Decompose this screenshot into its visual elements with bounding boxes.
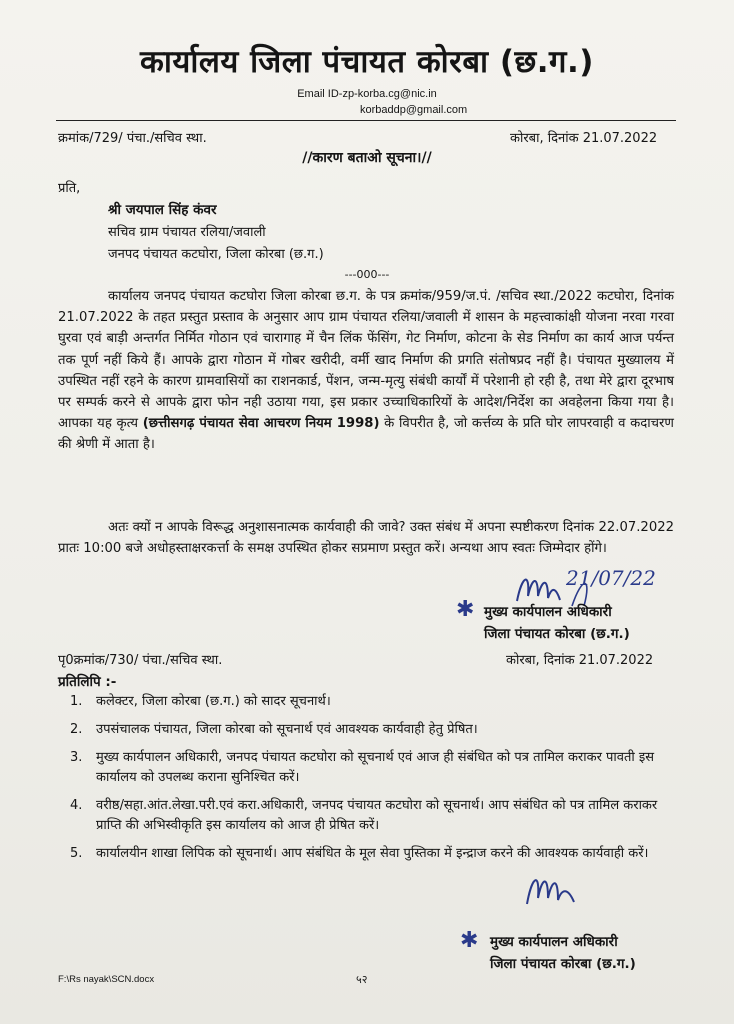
signatory-office: जिला पंचायत कोरबा (छ.ग.) xyxy=(484,626,630,642)
to-label: प्रति, xyxy=(58,181,81,196)
list-item: 3. मुख्य कार्यपालन अधिकारी, जनपद पंचायत कटघोरा को सूचनार्थ एवं आज ही संबंधित को पत्र तामिल कराकर पावती इस कार्यालय को उपलब्ध कराना सुनिश्चित करें। xyxy=(70,750,655,785)
body-text: कार्यालय जनपद पंचायत कटघोरा जिला कोरबा छ.ग. के पत्र क्रमांक/959/ज.पं. /सचिव स्था./2022 कटघोरा, दिनांक 21.07.2022 के तहत प्रस्तुत प्रस्ताव के अनुसार आप ग्राम पंचायत रलिया/जवाली में शासन के महत्त्वाकांक्षी योजना नरवा गरवा घुरवा एवं बाड़ी अन्तर्गत निर्मित गोठान एवं चारागाह में चैन लिंक फेंसिंग, गेट निर्माण, कोटना के सेड निर्माण का कार्य आज पर्यन्त तक पूर्ण नहीं किये हैं। आपके द्वारा गोठान में गोबर खरीदी, वर्मी खाद निर्माण की प्रगति संतोषप्रद नहीं है। पंचायत मुख्यालय में उपस्थित नहीं रहने के कारण ग्रामवासियों का राशनकार्ड, पेंशन, जन्म-मृत्यु संबंधी कार्यों में परेशानी हो रही है, तथा मेरे द्वारा दूरभाष पर सम्पर्क करने से आपके द्वारा फोन नही उठाया गया, इस प्रकार उच्चाधिकारियों के आदेश/निर्देश का अवहेलना किया गया है। आपका यह कृत्य xyxy=(58,289,674,432)
list-item: 1. कलेक्टर, जिला कोरबा (छ.ग.) को सादर सूचनार्थ। xyxy=(70,694,331,709)
letter-date: कोरबा, दिनांक 21.07.2022 xyxy=(510,131,658,146)
copy-to-label: प्रतिलिपि :- xyxy=(58,674,117,690)
handwritten-date: 21/07/22 xyxy=(566,566,656,590)
body-text-end: के विपरीत है, जो कर्त्तव्य के प्रति घोर लापरवाही व कदाचरण की श्रेणी में आता है। xyxy=(58,416,674,453)
list-item: 5. कार्यालयीन शाखा लिपिक को सूचनार्थ। आप संबंधित के मूल सेवा पुस्तिका में इन्द्राज करने की आवश्यक कार्यवाही करें। xyxy=(70,846,649,861)
body-rule-reference: (छत्तीसगढ़ पंचायत सेवा आचरण नियम 1998) xyxy=(142,416,380,432)
signature-mark-icon: ✱ xyxy=(460,928,479,953)
reference-number: क्रमांक/729/ पंचा./सचिव स्था. xyxy=(58,131,207,146)
recipient-post: सचिव ग्राम पंचायत रलिया/जवाली xyxy=(108,225,266,240)
body-paragraph xyxy=(58,286,674,456)
subject-heading: //कारण बताओ सूचना।// xyxy=(302,150,432,166)
endorsement-reference: पृ0क्रमांक/730/ पंचा./सचिव स्था. xyxy=(58,653,223,668)
page-mark: ५२ xyxy=(356,973,368,986)
copy-list xyxy=(70,692,680,872)
office-email-secondary: korbaddp@gmail.com xyxy=(360,104,468,116)
separator: ---000--- xyxy=(344,268,390,281)
header-divider xyxy=(56,120,676,121)
signature-mark-icon: ✱ xyxy=(456,597,475,622)
list-item: 2. उपसंचालक पंचायत, जिला कोरबा को सूचनार्थ एवं आवश्यक कार्यवाही हेतु प्रेषित। xyxy=(70,722,478,737)
endorsement-date: कोरबा, दिनांक 21.07.2022 xyxy=(506,653,654,668)
endorsement-signatory-designation: मुख्य कार्यपालन अधिकारी xyxy=(490,934,618,950)
office-title: कार्यालय जिला पंचायत कोरबा (छ.ग.) xyxy=(140,44,594,80)
recipient-office: जनपद पंचायत कटघोरा, जिला कोरबा (छ.ग.) xyxy=(108,247,324,262)
signatory-designation: मुख्य कार्यपालन अधिकारी xyxy=(484,604,612,620)
endorsement-signatory-office: जिला पंचायत कोरबा (छ.ग.) xyxy=(490,956,636,972)
list-item: 4. वरीष्ठ/सहा.आंत.लेखा.परी.एवं करा.अधिकारी, जनपद पंचायत कटघोरा को सूचनार्थ। आप संबंधित को पत्र तामिल कराकर प्राप्ति की अभिस्वीकृति इस कार्यालय को आज ही प्रेषित करें। xyxy=(70,798,658,833)
file-path: F:\Rs nayak\SCN.docx xyxy=(58,974,155,985)
recipient-name: श्री जयपाल सिंह कंवर xyxy=(108,202,217,218)
signature-image-2 xyxy=(522,866,602,916)
office-email: Email ID-zp-korba.cg@nic.in xyxy=(297,88,437,100)
show-cause-paragraph: अतः क्यों न आपके विरूद्ध अनुशासनात्मक कार्यवाही की जावे? उक्त संबंध में अपना स्पष्टीकरण दिनांक 22.07.2022 प्रातः 10:00 बजे अधोहस्ताक्षरकर्त्ता के समक्ष उपस्थित होकर सप्रमाण प्रस्तुत करें। अन्यथा आप स्वतः जिम्मेदार होंगे। xyxy=(58,520,674,557)
